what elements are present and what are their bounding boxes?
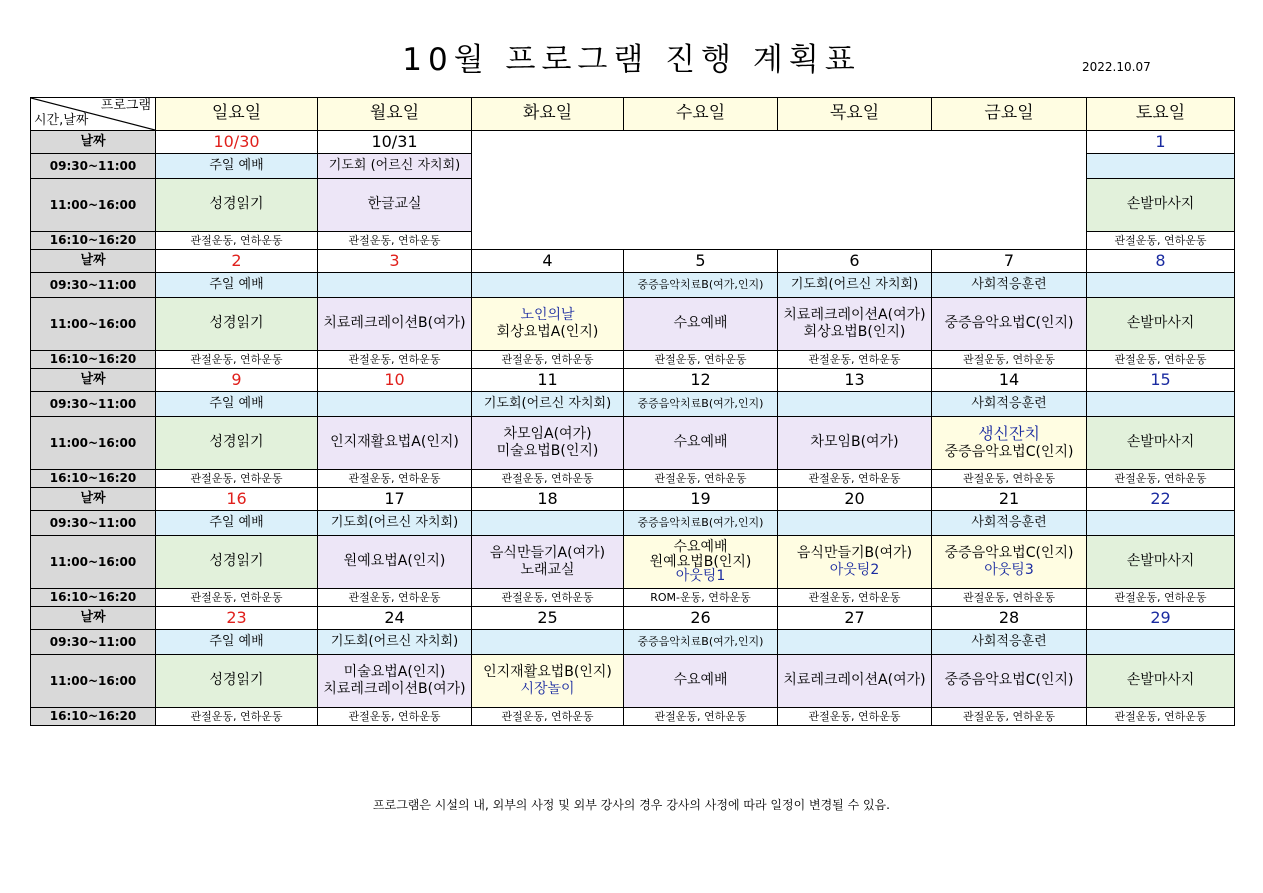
time-label: 11:00~16:00	[31, 655, 156, 708]
date-cell: 6	[778, 250, 932, 273]
program-line: 중증음악요법C(인지)	[944, 444, 1074, 461]
program-line: 치료레크레이션A(여가)	[783, 306, 926, 323]
corner-cell	[31, 98, 156, 131]
time-label: 09:30~11:00	[31, 392, 156, 417]
program-line: 원예요법B(인지)	[649, 553, 752, 570]
program-cell: 치료레크레이션B(여가)	[318, 298, 472, 351]
program-line: 중증음악요법C(인지)	[944, 544, 1074, 561]
date-cell: 5	[624, 250, 778, 273]
corner-program-label: 프로그램	[100, 98, 151, 113]
program-cell: 원예요법A(인지)	[318, 536, 472, 589]
exercise-cell: 관절운동, 연하운동	[778, 589, 932, 607]
program-cell	[778, 630, 932, 655]
date-cell: 8	[1087, 250, 1235, 273]
program-line: 차모임A(여가)	[503, 425, 592, 442]
date-cell: 22	[1087, 488, 1235, 511]
program-cell: 주일 예배	[156, 154, 318, 179]
program-cell: 손발마사지	[1087, 655, 1235, 708]
program-cell: 손발마사지	[1087, 179, 1235, 232]
program-line: 음식만들기B(여가)	[796, 544, 913, 561]
exercise-cell: 관절운동, 연하운동	[318, 589, 472, 607]
exercise-cell: 관절운동, 연하운동	[1087, 708, 1235, 726]
program-cell	[472, 655, 624, 708]
exercise-cell: 관절운동, 연하운동	[472, 708, 624, 726]
exercise-cell: 관절운동, 연하운동	[624, 708, 778, 726]
time-label: 11:00~16:00	[31, 417, 156, 470]
program-cell: 중증음악요법C(인지)	[932, 655, 1087, 708]
day-header-tue: 화요일	[472, 98, 624, 131]
program-cell	[472, 630, 624, 655]
schedule-table	[30, 97, 1235, 726]
exercise-cell: 관절운동, 연하운동	[318, 708, 472, 726]
program-cell: 손발마사지	[1087, 298, 1235, 351]
program-cell: 수요예배	[624, 298, 778, 351]
date-cell: 13	[778, 369, 932, 392]
program-cell	[1087, 154, 1235, 179]
program-line: 회상요법B(인지)	[803, 324, 906, 340]
program-cell: 중증음악치료B(여가,인지)	[624, 392, 778, 417]
exercise-cell: 관절운동, 연하운동	[156, 351, 318, 369]
time-label: 16:10~16:20	[31, 470, 156, 488]
program-cell	[624, 536, 778, 589]
program-line: 아웃팅1	[675, 568, 726, 585]
time-label: 09:30~11:00	[31, 273, 156, 298]
date-cell: 10/30	[156, 131, 318, 154]
time-label: 11:00~16:00	[31, 298, 156, 351]
program-cell: 성경읽기	[156, 179, 318, 232]
date-cell: 25	[472, 607, 624, 630]
exercise-cell: 관절운동, 연하운동	[472, 589, 624, 607]
program-cell: 사회적응훈련	[932, 392, 1087, 417]
date-cell: 20	[778, 488, 932, 511]
program-cell	[778, 536, 932, 589]
date-cell: 23	[156, 607, 318, 630]
program-cell	[932, 536, 1087, 589]
program-line: 아웃팅2	[829, 562, 880, 578]
exercise-cell: 관절운동, 연하운동	[778, 470, 932, 488]
exercise-cell: 관절운동, 연하운동	[1087, 351, 1235, 369]
corner-time-label: 시간,날짜	[34, 112, 89, 128]
program-line: 생신잔치	[978, 424, 1040, 444]
program-cell: 손발마사지	[1087, 417, 1235, 470]
date-cell: 19	[624, 488, 778, 511]
program-cell: 중증음악치료B(여가,인지)	[624, 273, 778, 298]
program-cell: 성경읽기	[156, 536, 318, 589]
date-label: 날짜	[31, 250, 156, 273]
program-cell	[778, 511, 932, 536]
date-cell: 12	[624, 369, 778, 392]
date-cell: 4	[472, 250, 624, 273]
time-label: 16:10~16:20	[31, 351, 156, 369]
date-cell: 7	[932, 250, 1087, 273]
exercise-cell: 관절운동, 연하운동	[1087, 589, 1235, 607]
date-cell: 21	[932, 488, 1087, 511]
program-cell: 기도회(어르신 자치회)	[318, 511, 472, 536]
program-cell: 사회적응훈련	[932, 273, 1087, 298]
program-cell: 성경읽기	[156, 298, 318, 351]
exercise-cell: 관절운동, 연하운동	[932, 470, 1087, 488]
program-cell: 중증음악요법C(인지)	[932, 298, 1087, 351]
exercise-cell: 관절운동, 연하운동	[318, 470, 472, 488]
exercise-cell: ROM-운동, 연하운동	[624, 589, 778, 607]
exercise-cell: 관절운동, 연하운동	[472, 470, 624, 488]
program-cell	[1087, 273, 1235, 298]
date-cell: 15	[1087, 369, 1235, 392]
date-label: 날짜	[31, 369, 156, 392]
exercise-cell: 관절운동, 연하운동	[624, 351, 778, 369]
date-cell: 10/31	[318, 131, 472, 154]
program-cell: 중증음악치료B(여가,인지)	[624, 630, 778, 655]
program-cell: 기도회(어르신 자치회)	[778, 273, 932, 298]
program-cell	[1087, 511, 1235, 536]
program-cell	[472, 417, 624, 470]
exercise-cell: 관절운동, 연하운동	[624, 470, 778, 488]
date-cell: 1	[1087, 131, 1235, 154]
day-header-sun: 일요일	[156, 98, 318, 131]
date-label: 날짜	[31, 607, 156, 630]
day-header-fri: 금요일	[932, 98, 1087, 131]
day-header-sat: 토요일	[1087, 98, 1235, 131]
date-cell: 9	[156, 369, 318, 392]
day-header-mon: 월요일	[318, 98, 472, 131]
date-cell: 10	[318, 369, 472, 392]
program-cell	[472, 298, 624, 351]
program-cell	[1087, 630, 1235, 655]
program-line: 음식만들기A(여가)	[489, 544, 606, 561]
program-cell: 수요예배	[624, 417, 778, 470]
program-cell: 주일 예배	[156, 511, 318, 536]
time-label: 16:10~16:20	[31, 708, 156, 726]
exercise-cell: 관절운동, 연하운동	[156, 589, 318, 607]
program-cell	[472, 273, 624, 298]
program-cell	[1087, 392, 1235, 417]
program-line: 회상요법A(인지)	[496, 324, 599, 340]
time-label: 09:30~11:00	[31, 630, 156, 655]
time-label: 16:10~16:20	[31, 589, 156, 607]
date-cell: 3	[318, 250, 472, 273]
exercise-cell: 관절운동, 연하운동	[318, 232, 472, 250]
exercise-cell: 관절운동, 연하운동	[472, 351, 624, 369]
program-cell	[472, 536, 624, 589]
program-cell: 중증음악치료B(여가,인지)	[624, 511, 778, 536]
time-label: 16:10~16:20	[31, 232, 156, 250]
time-label: 09:30~11:00	[31, 511, 156, 536]
date-cell: 11	[472, 369, 624, 392]
program-cell: 인지재활요법A(인지)	[318, 417, 472, 470]
program-cell: 사회적응훈련	[932, 511, 1087, 536]
program-line: 미술요법A(인지)	[343, 663, 446, 680]
page-title: 10월 프로그램 진행 계획표	[402, 42, 861, 78]
day-header-wed: 수요일	[624, 98, 778, 131]
issue-date: 2022.10.07	[1082, 60, 1151, 74]
program-cell	[318, 392, 472, 417]
program-line: 인지재활요법B(인지)	[483, 663, 612, 680]
program-cell: 주일 예배	[156, 273, 318, 298]
exercise-cell: 관절운동, 연하운동	[932, 708, 1087, 726]
exercise-cell: 관절운동, 연하운동	[932, 589, 1087, 607]
date-label: 날짜	[31, 488, 156, 511]
time-label: 09:30~11:00	[31, 154, 156, 179]
program-cell: 치료레크레이션A(여가)	[778, 655, 932, 708]
program-line: 시장놀이	[520, 681, 575, 697]
program-line: 치료레크레이션B(여가)	[323, 681, 466, 697]
program-cell: 사회적응훈련	[932, 630, 1087, 655]
exercise-cell: 관절운동, 연하운동	[932, 351, 1087, 369]
program-cell	[778, 392, 932, 417]
exercise-cell: 관절운동, 연하운동	[318, 351, 472, 369]
date-cell: 17	[318, 488, 472, 511]
program-cell: 기도회(어르신 자치회)	[472, 392, 624, 417]
program-cell: 차모임B(여가)	[778, 417, 932, 470]
time-label: 11:00~16:00	[31, 536, 156, 589]
program-line: 노인의날	[520, 306, 575, 323]
program-cell: 주일 예배	[156, 392, 318, 417]
exercise-cell: 관절운동, 연하운동	[1087, 470, 1235, 488]
date-cell: 26	[624, 607, 778, 630]
program-cell	[318, 273, 472, 298]
date-label: 날짜	[31, 131, 156, 154]
date-cell: 29	[1087, 607, 1235, 630]
program-cell: 기도회(어르신 자치회)	[318, 630, 472, 655]
date-cell: 18	[472, 488, 624, 511]
date-cell: 27	[778, 607, 932, 630]
program-cell: 성경읽기	[156, 655, 318, 708]
exercise-cell: 관절운동, 연하운동	[156, 708, 318, 726]
time-label: 11:00~16:00	[31, 179, 156, 232]
exercise-cell: 관절운동, 연하운동	[156, 470, 318, 488]
exercise-cell: 관절운동, 연하운동	[778, 351, 932, 369]
date-cell: 16	[156, 488, 318, 511]
exercise-cell: 관절운동, 연하운동	[1087, 232, 1235, 250]
program-cell: 주일 예배	[156, 630, 318, 655]
program-cell: 수요예배	[624, 655, 778, 708]
date-cell: 14	[932, 369, 1087, 392]
program-line: 아웃팅3	[984, 562, 1034, 578]
exercise-cell: 관절운동, 연하운동	[156, 232, 318, 250]
program-line: 수요예배	[673, 538, 728, 555]
program-cell	[932, 417, 1087, 470]
program-cell	[472, 511, 624, 536]
program-line: 노래교실	[520, 562, 575, 578]
day-header-thu: 목요일	[778, 98, 932, 131]
program-cell: 손발마사지	[1087, 536, 1235, 589]
program-cell	[778, 298, 932, 351]
empty-block	[472, 131, 1087, 250]
program-cell: 기도회 (어르신 자치회)	[318, 154, 472, 179]
date-cell: 2	[156, 250, 318, 273]
program-line: 미술요법B(인지)	[496, 443, 599, 459]
date-cell: 24	[318, 607, 472, 630]
date-cell: 28	[932, 607, 1087, 630]
footer-note: 프로그램은 시설의 내, 외부의 사정 및 외부 강사의 경우 강사의 사정에 따라 일정이 변경될 수 있음.	[373, 798, 890, 812]
program-cell: 성경읽기	[156, 417, 318, 470]
exercise-cell: 관절운동, 연하운동	[778, 708, 932, 726]
program-cell: 한글교실	[318, 179, 472, 232]
program-cell	[318, 655, 472, 708]
